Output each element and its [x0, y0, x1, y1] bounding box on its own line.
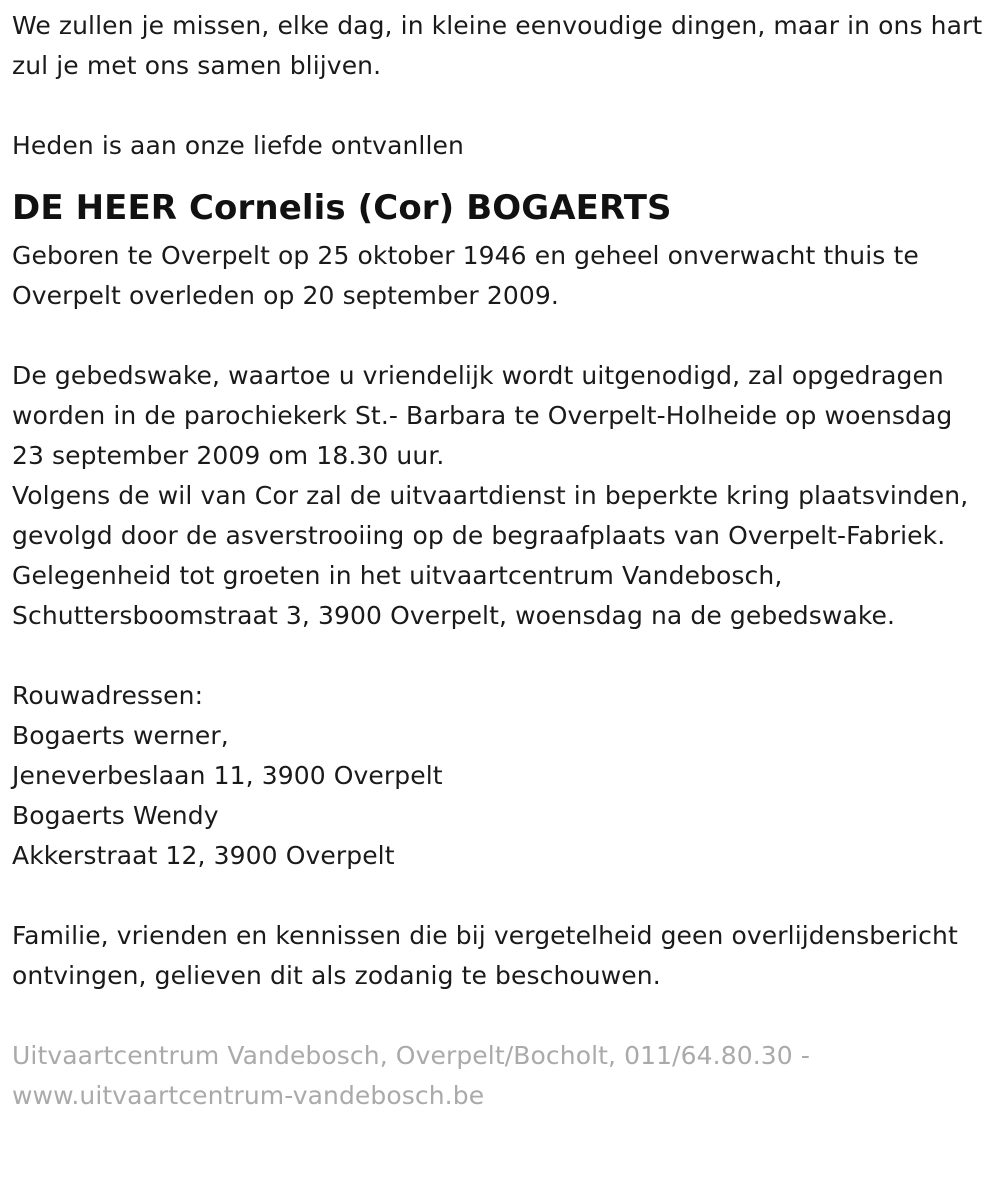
- deceased-name: DE HEER Cornelis (Cor) BOGAERTS: [12, 188, 672, 228]
- opening-verse: We zullen je missen, elke dag, in kleine eenvoudige dingen, maar in ons hart zul je met ons samen blijven.: [12, 11, 983, 80]
- spacer: [12, 636, 988, 676]
- address-line: Akkerstraat 12, 3900 Overpelt: [12, 841, 395, 870]
- wake-paragraph: De gebedswake, waartoe u vriendelijk wordt uitgenodigd, zal opgedragen worden in de parochiekerk St.- Barbara te Overpelt-Holheide op woensdag 23 september 2009 om 18.30 uur.: [12, 361, 953, 470]
- visitation-paragraph: Gelegenheid tot groeten in het uitvaartcentrum Vandebosch, Schuttersboomstraat 3, 3900 Overpelt, woensdag na de gebedswake.: [12, 561, 896, 630]
- intro-line: Heden is aan onze liefde ontvanllen: [12, 131, 464, 160]
- spacer: [12, 876, 988, 916]
- closing-paragraph: Familie, vrienden en kennissen die bij vergetelheid geen overlijdensbericht ontvingen, gelieven dit als zodanig te beschouwen.: [12, 921, 958, 990]
- address-line: Bogaerts werner,: [12, 721, 229, 750]
- address-line: Jeneverbeslaan 11, 3900 Overpelt: [12, 761, 443, 790]
- birth-death-paragraph: Geboren te Overpelt op 25 oktober 1946 en geheel onverwacht thuis te Overpelt overleden op 20 september 2009.: [12, 241, 919, 310]
- addresses-label: Rouwadressen:: [12, 681, 204, 710]
- spacer: [12, 316, 988, 356]
- address-line: Bogaerts Wendy: [12, 801, 219, 830]
- funeral-paragraph: Volgens de wil van Cor zal de uitvaartdienst in beperkte kring plaatsvinden, gevolgd door de asverstrooiing op de begraafplaats van Overpelt-Fabriek.: [12, 481, 969, 550]
- funeral-home-footer: Uitvaartcentrum Vandebosch, Overpelt/Bocholt, 011/64.80.30 - www.uitvaartcentrum-vandebosch.be: [12, 1041, 810, 1110]
- spacer: [12, 996, 988, 1036]
- spacer: [12, 86, 988, 126]
